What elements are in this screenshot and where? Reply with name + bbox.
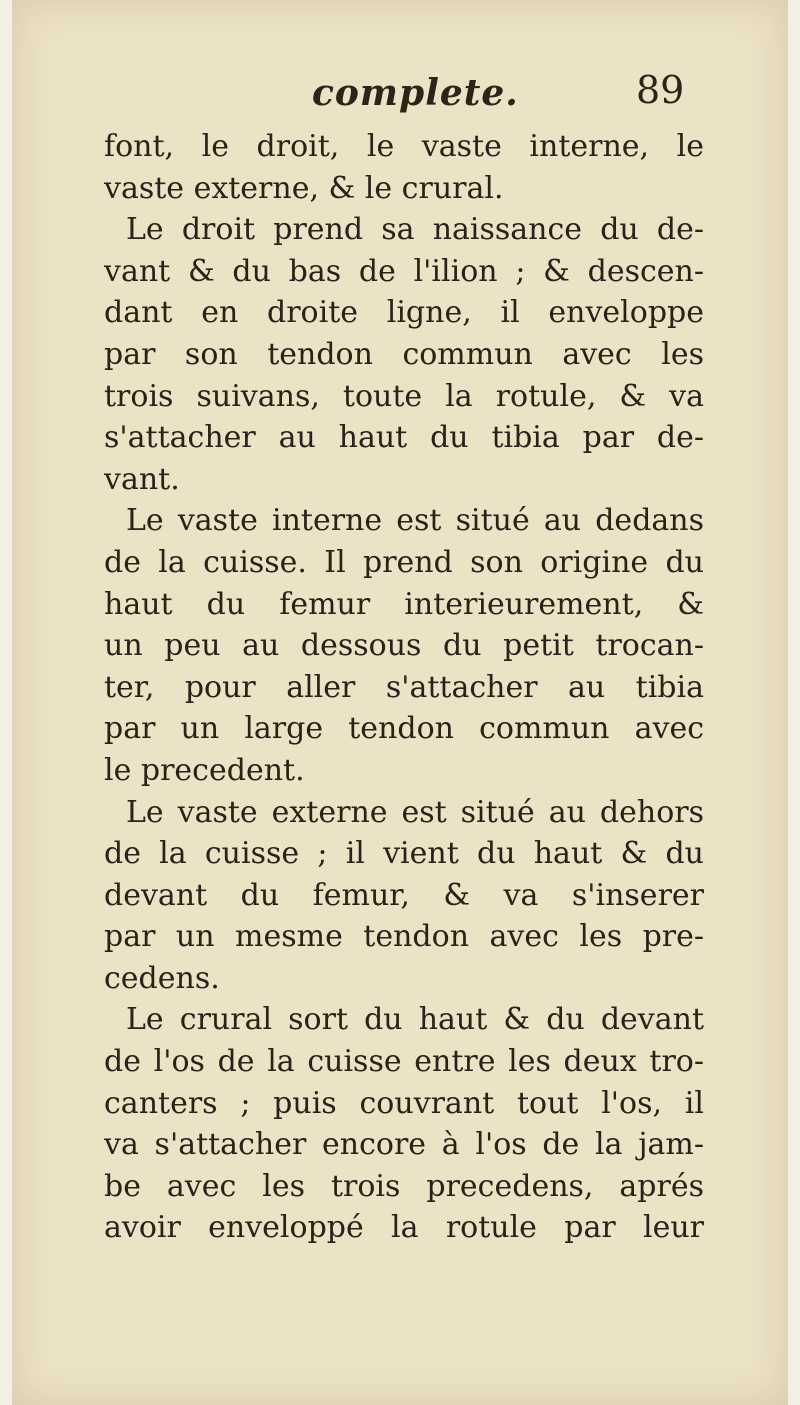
text-line: avoir enveloppé la rotule par leur xyxy=(104,1210,704,1246)
text-line: font, le droit, le vaste interne, le xyxy=(104,129,704,164)
text-line: dant en droite ligne, il enveloppe xyxy=(104,295,704,331)
text-line: de l'os de la cuisse entre les deux tro- xyxy=(104,1044,704,1080)
body-text xyxy=(104,126,704,1249)
running-title: complete. xyxy=(312,72,519,114)
text-line: par son tendon commun avec les xyxy=(104,336,704,372)
page-number: 89 xyxy=(636,68,685,112)
text-line: ter, pour aller s'attacher au tibia xyxy=(104,669,704,705)
text-line: be avec les trois precedens, aprés xyxy=(104,1168,704,1204)
text-line: vant & du bas de l'ilion ; & descen- xyxy=(104,253,704,289)
paragraph-start-line: Le vaste interne est situé au dedans xyxy=(126,503,704,539)
book-page xyxy=(12,0,788,1405)
text-line: canters ; puis couvrant tout l'os, il xyxy=(104,1085,704,1121)
text-line: de la cuisse. Il prend son origine du xyxy=(104,544,704,580)
paragraph-start-line: Le crural sort du haut & du devant xyxy=(126,1002,704,1038)
page-header xyxy=(12,62,788,122)
text-line: par un mesme tendon avec les pre- xyxy=(104,919,704,955)
paragraph-start-line: Le droit prend sa naissance du de- xyxy=(126,212,704,248)
text-line: vant. xyxy=(104,461,180,497)
text-line: trois suivans, toute la rotule, & va xyxy=(104,378,704,414)
text-line: le precedent. xyxy=(104,752,305,788)
text-line: un peu au dessous du petit trocan- xyxy=(104,628,704,664)
text-line: va s'attacher encore à l'os de la jam- xyxy=(104,1127,704,1163)
text-line: par un large tendon commun avec xyxy=(104,711,704,747)
text-line: haut du femur interieurement, & xyxy=(104,586,704,622)
text-line: de la cuisse ; il vient du haut & du xyxy=(104,836,704,872)
text-line: vaste externe, & le crural. xyxy=(104,170,504,206)
paragraph-start-line: Le vaste externe est situé au dehors xyxy=(126,794,704,830)
text-line: devant du femur, & va s'inserer xyxy=(104,877,704,913)
text-line: cedens. xyxy=(104,960,220,996)
text-line: s'attacher au haut du tibia par de- xyxy=(104,420,704,456)
